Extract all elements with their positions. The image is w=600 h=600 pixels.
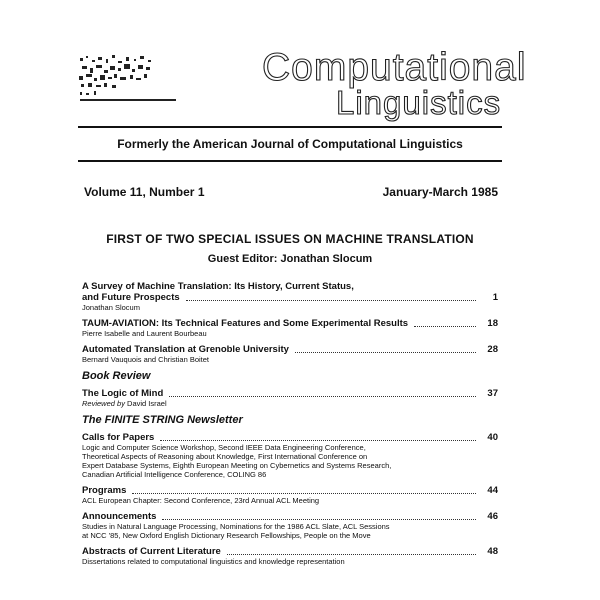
entry-desc-line: at NCC '85, New Oxford English Dictionary Research Fellowships, People on the Move [82,531,371,540]
entry-authors: Jonathan Slocum [82,303,140,312]
leader-dots [160,440,476,441]
leader-dots [162,519,476,520]
entry-title-line2: and Future Prospects [82,292,180,303]
guest-editor: Guest Editor: Jonathan Slocum [207,253,373,265]
entry-title: The Logic of Mind [82,388,164,399]
entry-page: 48 [487,546,498,557]
entry-title: TAUM-AVIATION: Its Technical Features and Some Experimental Results [82,318,409,329]
journal-logo-image [76,52,176,107]
entry-page: 46 [487,511,498,522]
entry-page: 37 [487,388,498,399]
toc-entry-taum[interactable] [82,318,498,338]
issue-date: January-March 1985 [382,185,498,199]
leader-dots [295,352,476,353]
section-heading-book-review: Book Review [82,370,151,382]
entry-desc-line: Theoretical Aspects of Reasoning about Knowledge, First International Conference on [82,452,368,461]
reviewer-name: David Israel [127,399,167,408]
toc-entry-calls-for-papers[interactable] [82,432,498,479]
entry-title: Announcements [82,511,157,522]
entry-title-line1: A Survey of Machine Translation: Its History, Current Status, [82,281,354,292]
entry-desc-line: Logic and Computer Science Workshop, Second IEEE Data Engineering Conference, [82,443,366,452]
leader-dots [132,493,476,494]
special-issue-heading: FIRST OF TWO SPECIAL ISSUES ON MACHINE TRANSLATION [106,232,474,246]
section-heading-finite-string: The FINITE STRING Newsletter [82,414,243,426]
entry-desc-line: Dissertations related to computational linguistics and knowledge representation [82,557,345,566]
entry-page: 28 [487,344,498,355]
entry-desc-line: Studies in Natural Language Processing, Nominations for the 1986 ACL Slate, ACL Sessions [82,522,390,531]
entry-title: Programs [82,485,127,496]
entry-page: 1 [492,292,498,303]
leader-dots [414,326,476,327]
leader-dots [186,300,476,301]
entry-desc-line: Canadian Artificial Intelligence Conference, COLING 86 [82,470,267,479]
entry-title: Calls for Papers [82,432,155,443]
journal-title: Computational [262,46,527,89]
top-rule [78,126,502,128]
toc-entry-programs[interactable] [82,485,498,505]
bottom-rule [78,160,502,162]
entry-desc-line: ACL European Chapter: Second Conference, 23rd Annual ACL Meeting [82,496,320,505]
volume-number: Volume 11, Number 1 [84,185,205,199]
entry-authors: Bernard Vauquois and Christian Boitet [82,355,210,364]
entry-page: 44 [487,485,498,496]
toc-entry-logic-of-mind[interactable] [82,388,498,408]
toc-entry-announcements[interactable] [82,511,498,540]
leader-dots [227,554,476,555]
toc-entry-survey[interactable] [82,281,498,312]
table-of-contents [82,281,498,572]
toc-entry-grenoble[interactable] [82,344,498,364]
formerly-line: Formerly the American Journal of Computational Linguistics [117,137,463,151]
journal-subtitle: Linguistics [336,84,502,121]
entry-desc-line: Expert Database Systems, Eighth European Meeting on Cybernetics and Systems Research, [82,461,392,470]
toc-entry-abstracts[interactable] [82,546,498,566]
entry-page: 40 [487,432,498,443]
entry-title: Automated Translation at Grenoble University [82,344,289,355]
entry-authors: Pierre Isabelle and Laurent Bourbeau [82,329,207,338]
entry-page: 18 [487,318,498,329]
entry-title: Abstracts of Current Literature [82,546,221,557]
reviewer-prefix: Reviewed by [82,399,125,408]
leader-dots [169,396,476,397]
